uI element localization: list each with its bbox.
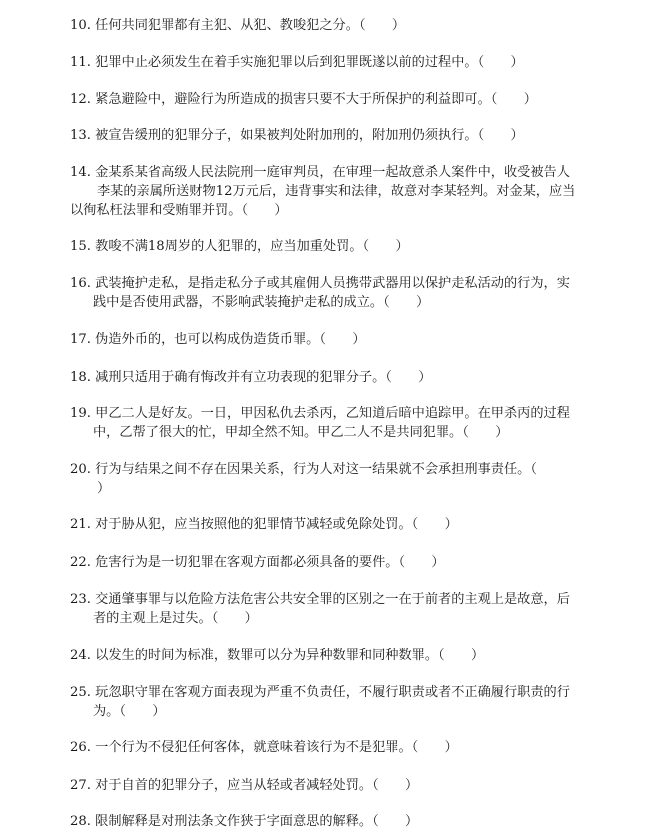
question-text-continued: 李某的亲属所送财物12万元后，违背事实和法律，故意对李某轻判。对金某，应当	[97, 184, 576, 199]
question-text-continued: 以徇私枉法罪和受贿罪并罚。（ ）	[70, 203, 288, 218]
question-text-continued: ）	[97, 481, 111, 496]
question-text-continued: 者的主观上是过失。（ ）	[93, 611, 258, 626]
question-text: 26. 一个行为不侵犯任何客体，就意味着该行为不是犯罪。（ ）	[70, 740, 458, 755]
question-text: 19. 甲乙二人是好友。一日，甲因私仇去杀丙，乙知道后暗中追踪甲。在甲杀丙的过程	[70, 406, 570, 421]
question-text: 20. 行为与结果之间不存在因果关系，行为人对这一结果就不会承担刑事责任。（	[70, 462, 537, 477]
question-text-continued: 践中是否使用武器，不影响武装掩护走私的成立。（ ）	[93, 295, 430, 310]
question-text: 24. 以发生的时间为标准，数罪可以分为异种数罪和同种数罪。（ ）	[70, 648, 485, 663]
question-text: 13. 被宣告缓刑的犯罪分子，如果被判处附加刑的，附加刑仍须执行。（ ）	[70, 128, 524, 143]
question-text: 16. 武装掩护走私，是指走私分子或其雇佣人员携带武器用以保护走私活动的行为，实	[70, 276, 570, 291]
question-text: 27. 对于自首的犯罪分子，应当从轻或者减轻处罚。（ ）	[70, 778, 419, 793]
question-text: 11. 犯罪中止必须发生在着手实施犯罪以后到犯罪既遂以前的过程中。（ ）	[70, 55, 524, 70]
question-text-continued: 为。（ ）	[93, 704, 166, 719]
question-text: 25. 玩忽职守罪在客观方面表现为严重不负责任，不履行职责或者不正确履行职责的行	[70, 685, 570, 700]
question-text: 14. 金某系某省高级人民法院刑一庭审判员，在审理一起故意杀人案件中，收受被告人	[70, 165, 570, 180]
question-text: 28. 限制解释是对刑法条文作狭于字面意思的解释。（ ）	[70, 814, 419, 829]
question-text: 15. 教唆不满18周岁的人犯罪的，应当加重处罚。（ ）	[70, 239, 409, 254]
question-text: 23. 交通肇事罪与以危险方法危害公共安全罪的区别之一在于前者的主观上是故意，后	[70, 592, 570, 607]
question-text: 21. 对于胁从犯，应当按照他的犯罪情节减轻或免除处罚。（ ）	[70, 517, 458, 532]
question-text: 22. 危害行为是一切犯罪在客观方面都必须具备的要件。（ ）	[70, 555, 445, 570]
question-text: 10. 任何共同犯罪都有主犯、从犯、教唆犯之分。（ ）	[70, 18, 406, 33]
question-text: 17. 伪造外币的，也可以构成伪造货币罪。（ ）	[70, 332, 366, 347]
question-text: 12. 紧急避险中，避险行为所造成的损害只要不大于所保护的利益即可。（ ）	[70, 92, 537, 107]
question-text: 18. 减刑只适用于确有悔改并有立功表现的犯罪分子。（ ）	[70, 370, 432, 385]
question-text-continued: 中，乙帮了很大的忙，甲却全然不知。甲乙二人不是共同犯罪。（ ）	[93, 425, 509, 440]
